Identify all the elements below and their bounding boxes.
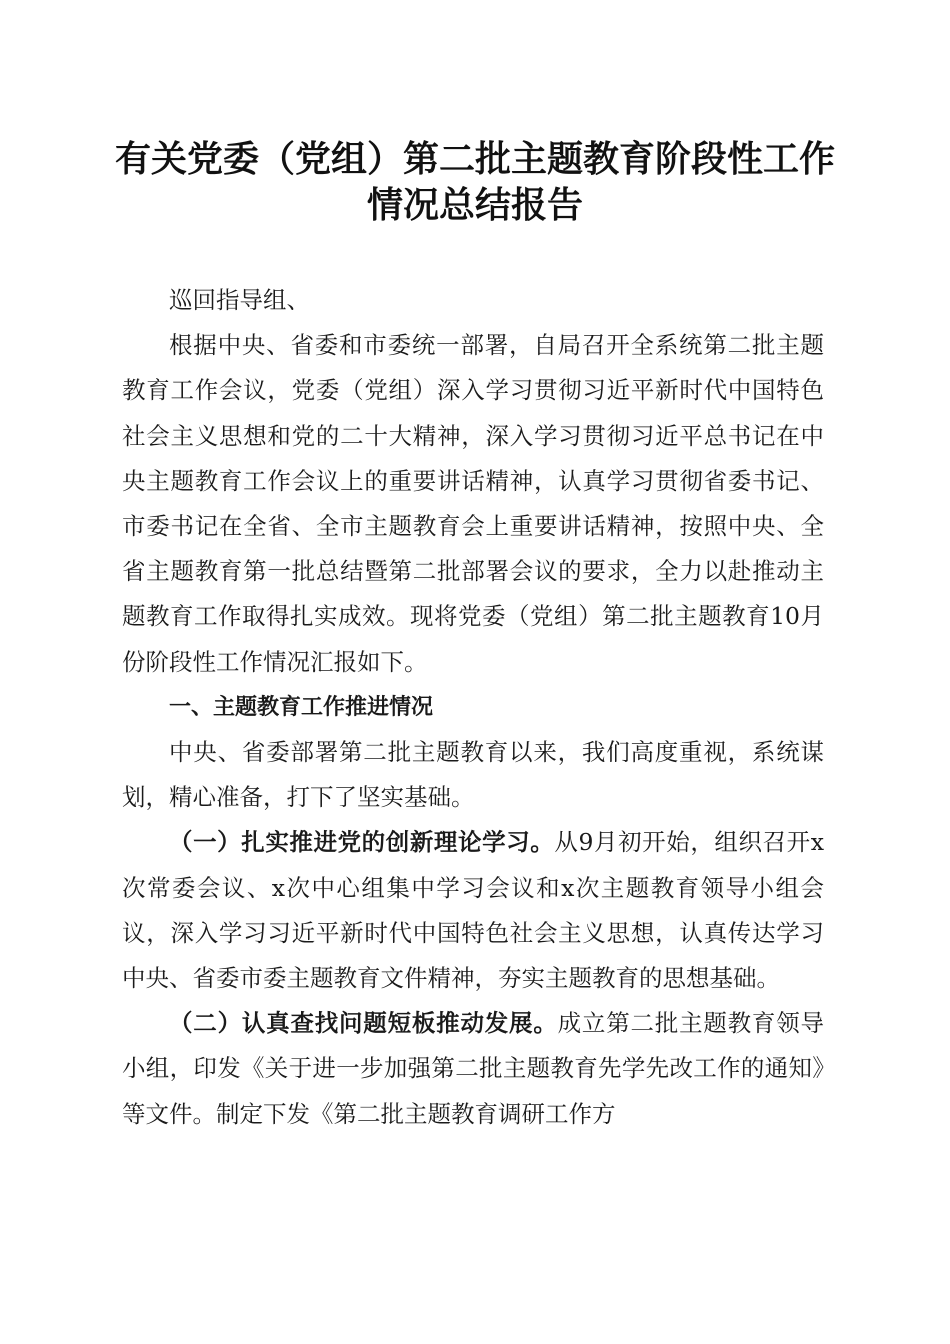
title-line-1: 有关党委（党组）第二批主题教育阶段性工作 [114,138,835,180]
salutation: 巡回指导组、 [169,286,310,314]
document-body [122,278,824,1137]
subsection-2-text: 成立第二批主题教育领导小组，印发《关于进一步加强第二批主题教育先学先改工作的通知》等文件。制定下发《第二批主题教育调研工作方 [122,1009,825,1128]
subsection-1-lead: （一）扎实推进党的创新理论学习。 [169,828,555,857]
subsection-1-text: 从9月初开始，组织召开x次常委会议、x次中心组集中学习会议和x次主题教育领导小组会议，深入学习习近平新时代中国特色社会主义思想，认真传达学习中央、省委市委主题教育文件精神，夯实主题教育的思想基础。 [122,828,824,993]
document-title [100,136,850,228]
section-heading-1: 一、主题教育工作推进情况 [169,694,434,720]
paragraph-intro: 根据中央、省委和市委统一部署，自局召开全系统第二批主题教育工作会议，党委（党组）深入学习贯彻习近平新时代中国特色社会主义思想和党的二十大精神，深入学习贯彻习近平总书记在中央主题教育工作会议上的重要讲话精神，认真学习贯彻省委书记、市委书记在全省、全市主题教育会上重要讲话精神，按照中央、全省主题教育第一批总结暨第二批部署会议的要求，全力以赴推动主题教育工作取得扎实成效。现将党委（党组）第二批主题教育10月份阶段性工作情况汇报如下。 [122,331,824,676]
paragraph-overview: 中央、省委部署第二批主题教育以来，我们高度重视，系统谋划，精心准备，打下了坚实基础。 [122,738,824,812]
subsection-1 [122,820,824,1001]
subsection-2 [122,1001,824,1137]
title-line-2: 情况总结报告 [366,184,583,226]
subsection-2-lead: （二）认真查找问题短板推动发展。 [169,1009,558,1038]
